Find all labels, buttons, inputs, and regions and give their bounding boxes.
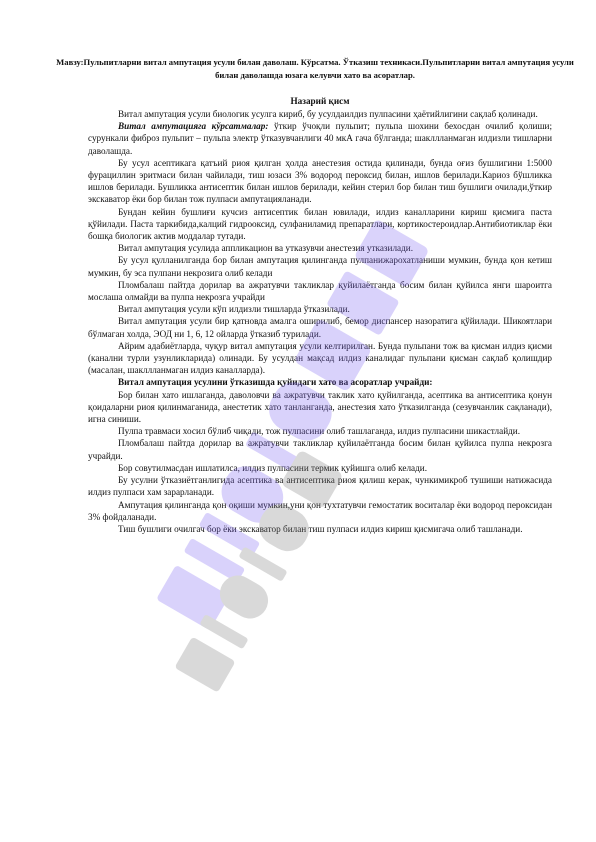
paragraph: Витал ампутация усули бир қатновда амалга оширилиб, бемор диспансер назоратига қўйилади. Шикоятлари бўлмаган холда, ЭОД ни 1, 6, 12 ойларда ўтказиб турилади.: [88, 316, 552, 339]
section-heading: Назарий қисм: [290, 96, 350, 106]
paragraph: Пломбалаш пайтда дорилар ва ажратувчи такликлар қуйилаётганда босим билан қуйилса янги шароитга мослаша олмайди ва пулпа некрозга учрайди: [88, 279, 552, 303]
paragraph: Ампутация қилинганда қон оқиши мумкин,уни қон тухтатувчи гемостатик воситалар ёки водород пероксидан 3% фойдаланади.: [88, 499, 552, 522]
paragraph: Бу усулни ўтказиётганлигида асептика ва антисептика риоя қилиш керак, чункимикроб тушиши натижасида илдиз пулпаси хам зарарланади.: [88, 475, 552, 498]
paragraph: Витал ампутация усули кўп илдизли тишларда ўтказилади.: [118, 304, 350, 315]
paragraph: Бу усул қулланилганда бор билан ампутация қилинганда пулпанижарохатланиши мумкин, бунда қон кетиш мумкин, бу эса пулпани некрозига олиб келади: [88, 255, 552, 278]
paragraph: Витал ампутация усули биологик усулга кириб, бу усулдаилдиз пулпасини ҳаётийлигини сақлаб қолинади.: [118, 109, 538, 119]
paragraph: Бор билан хато ишлаганда, даволовчи ва ажратувчи таклик хато қуйилганда, асептика ва антисептика қонун қоидаларни риоя қилинмаганида, анестетик хато танланганда, анестезия хато ўтказилганда (сезувчанлик сақланади), игна синиши.: [88, 389, 552, 425]
paragraph: Айрим адабиётларда, чуқур витал ампутация усули келтирилган. Бунда пульпани тож ва қисман илдиз қисми (канални турли узунликларида) олинади. Бу усулдан мақсад илдиз каналидаг пульпани қисман сақлаб қолишдир (масалан, шакллланмаган илдиз каналларда).: [88, 340, 552, 376]
paragraph-indications: [88, 120, 552, 157]
indications-text: ўткир ўчоқли пульпит; пульпа шохини бехосдан очилиб қолиши; сурункали фиброз пульпит – пульпа электр ўтказувчанлиги 40 мкА гача бўлганда; шакллланмаган илдизли тишларни даволашда.: [88, 121, 553, 156]
paragraph: Тиш бушлиги очилгач бор ёки экскаватор билан тиш пулпаси илдиз кириш қисмигача олиб ташланади.: [118, 523, 523, 534]
indications-label: Витал ампутацияга кўрсатмалар:: [118, 121, 269, 132]
document-content: [56, 56, 574, 535]
paragraph: Пулпа травмаси хосил бўлиб чиқади, тож пулпасини олиб ташлаганда, илдиз пулпасини шикастлайди.: [118, 426, 521, 437]
paragraph: Бор совутилмасдан ишлатилса, илдиз пулпасини термик қуйишга олиб келади.: [118, 462, 428, 473]
paragraph: Бу усул асептикага қатъий риоя қилган ҳолда анестезия остида қилинади, бунда оғиз бушлигини 1:5000 фурациллин эритмаси билан чайилади, тиш юзаси 3% водород пероксид билан, ишлов берилади.Кариоз бўшликка ишлов берилади. Бушликка антисептик билан ишлов берилади, кейин стерил бор билан тиш бушлиги очилади,ўткир экскаватор ёки бор билан тож пулпаси ампутацияланади.: [88, 157, 552, 205]
errors-subheading: Витал ампутация усулини ўтказишда қуйидаги хато ва асоратлар учрайди:: [118, 377, 433, 388]
paragraph: Бундан кейин бушлиғи кучсиз антисептик билан ювилади, илдиз каналларини кириш қисмига паста қўйилади. Паста таркибида,калций гидрооксид, сулфаниламид препаратлари, кортикостероидлар.Антибиотиклар ёки бошқа биологик актив моддалар тутади.: [88, 206, 552, 242]
paragraph: Витал ампутация усулида аппликацион ва утказувчи анестезия утказилади.: [118, 243, 414, 254]
document-title: Мавзу:Пульпитларни витал ампутация усули билан даволаш. Кўрсатма. Ўтказиш техникаси.Пульпитларни витал ампутация усули билан даволашда юзага келувчи хато ва асоратлар.: [56, 57, 574, 80]
paragraph: Пломбалаш пайтда дорилар ва ажратувчи такликлар қуйилаётганда босим билан қуйилса пулпа некрозга учрайди.: [88, 438, 552, 461]
